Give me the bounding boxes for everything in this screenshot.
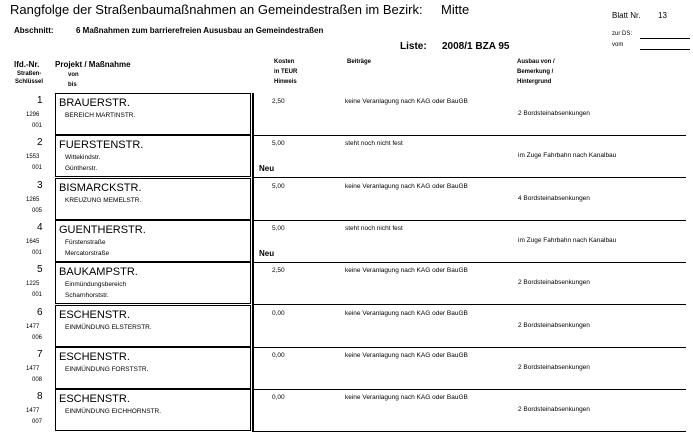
section-from: Einmündungsbereich — [65, 281, 127, 289]
remark-text: im Zuge Fahrbahn nach Kanalbau — [518, 152, 617, 160]
sheet-number: 13 — [658, 11, 667, 20]
street-name: ESCHENSTR. — [59, 350, 130, 363]
cost-value: 5,00 — [272, 140, 285, 148]
street-key-1: 1645 — [26, 238, 40, 245]
box-right-border — [252, 305, 254, 348]
box-right-border — [252, 347, 254, 390]
section-text: 6 Maßnahmen zum barrierefreien Aususbau an Gemeindestraßen — [76, 26, 324, 35]
zur-ds-line — [640, 38, 690, 39]
cost-value: 0,00 — [272, 351, 285, 359]
contribution-text: keine Veranlagung nach KAG oder BauGB — [345, 267, 468, 275]
col-strassen: Straßen- — [17, 71, 42, 77]
cost-value: 2,50 — [272, 267, 285, 275]
street-key-2: 008 — [32, 376, 43, 383]
row-number: 4 — [37, 221, 43, 233]
sheet-label: Blatt Nr. — [612, 11, 641, 20]
street-key-1: 1553 — [26, 154, 40, 161]
cost-value: 5,00 — [272, 182, 285, 190]
street-key-2: 007 — [32, 419, 43, 426]
new-flag: Neu — [259, 164, 275, 174]
street-name: BAUKAMPSTR. — [59, 266, 138, 279]
cost-value: 0,00 — [272, 309, 285, 317]
table-row-8 — [0, 389, 693, 431]
row-number: 8 — [37, 391, 43, 403]
section-label: Abschnitt: — [14, 26, 54, 35]
street-name: ESCHENSTR. — [59, 393, 130, 406]
row-number: 2 — [37, 137, 43, 149]
street-key-2: 001 — [32, 292, 43, 299]
col-bemerkung: Bemerkung / — [517, 69, 554, 75]
vom-label: vom — [612, 42, 624, 48]
street-name: BISMARCKSTR. — [59, 181, 142, 194]
section-from: KREUZUNG MEMELSTR. — [65, 196, 142, 204]
list-value: 2008/1 BZA 95 — [442, 41, 510, 52]
row-number: 1 — [37, 95, 43, 106]
col-beitraege: Beiträge — [347, 59, 372, 65]
contribution-text: keine Veranlagung nach KAG oder BauGB — [345, 394, 468, 402]
row-number: 3 — [37, 179, 43, 191]
remark-text: 2 Bordsteinabsenkungen — [518, 110, 590, 117]
street-key-2: 001 — [32, 123, 43, 129]
contribution-text: steht noch nicht fest — [345, 224, 403, 232]
cost-value: 5,00 — [272, 224, 285, 232]
street-key-1: 1225 — [26, 281, 40, 288]
col-schluessel: Schlüssel — [15, 79, 44, 85]
row-divider — [252, 431, 686, 432]
row-number: 7 — [37, 348, 43, 360]
street-key-2: 001 — [32, 165, 43, 172]
table-row-6 — [0, 305, 693, 347]
section-from: BEREICH MARTINSTR. — [65, 112, 136, 119]
row-number: 6 — [37, 306, 43, 318]
remark-text: 2 Bordsteinabsenkungen — [518, 406, 590, 414]
col-hinweis: Hinweis — [274, 79, 297, 85]
col-von: von — [68, 72, 79, 78]
street-name: GUENTHERSTR. — [59, 223, 146, 236]
table-row-3 — [0, 178, 693, 220]
street-key-1: 1296 — [26, 112, 40, 118]
street-key-1: 1477 — [26, 365, 40, 372]
table-row-1 — [0, 93, 693, 135]
section-from: EINMÜNDUNG FORSTSTR. — [65, 365, 149, 373]
col-projekt: Projekt / Maßnahme — [55, 60, 131, 69]
row-number: 5 — [37, 264, 43, 276]
district-name: Mitte — [441, 2, 470, 17]
remark-text: 2 Bordsteinabsenkungen — [518, 279, 590, 287]
col-bis: bis — [68, 82, 77, 88]
cost-value: 0,00 — [272, 394, 285, 402]
section-to: Scharnhorststr. — [65, 292, 109, 300]
box-right-border — [252, 135, 254, 178]
contribution-text: keine Veranlagung nach KAG oder BauGB — [345, 309, 468, 317]
section-from: Fürstenstraße — [65, 238, 106, 246]
table-row-2 — [0, 135, 693, 177]
street-name: ESCHENSTR. — [59, 308, 130, 321]
remark-text: 4 Bordsteinabsenkungen — [518, 194, 590, 202]
col-kosten: Kosten — [274, 59, 295, 65]
new-flag: Neu — [259, 248, 275, 258]
remark-text: 2 Bordsteinabsenkungen — [518, 363, 590, 371]
section-to: Güntherstr. — [65, 165, 98, 173]
table-row-7 — [0, 347, 693, 389]
box-right-border — [252, 262, 254, 305]
street-key-1: 1477 — [26, 323, 40, 330]
cost-value: 2,50 — [272, 98, 285, 105]
section-to: Mercatorstraße — [65, 249, 110, 257]
remark-text: im Zuge Fahrbahn nach Kanalbau — [518, 236, 617, 244]
box-right-border — [252, 93, 254, 136]
col-ausbau: Ausbau von / — [517, 59, 555, 65]
street-key-2: 001 — [32, 249, 43, 256]
col-in-teur: in TEUR — [274, 69, 298, 75]
street-name: BRAUERSTR. — [59, 97, 130, 109]
box-right-border — [252, 220, 254, 263]
vom-line — [640, 49, 690, 50]
contribution-text: keine Veranlagung nach KAG oder BauGB — [345, 98, 468, 105]
box-right-border — [252, 389, 254, 432]
col-hintergrund: Hintergrund — [517, 79, 552, 85]
box-right-border — [252, 178, 254, 221]
list-label: Liste: — [400, 41, 427, 52]
street-key-2: 005 — [32, 207, 43, 214]
section-from: EINMÜNDUNG ELSTERSTR. — [65, 323, 152, 331]
street-name: FUERSTENSTR. — [59, 139, 144, 152]
contribution-text: keine Veranlagung nach KAG oder BauGB — [345, 182, 468, 190]
table-row-4 — [0, 220, 693, 262]
contribution-text: keine Veranlagung nach KAG oder BauGB — [345, 351, 468, 359]
zur-ds-label: zur DS: — [612, 31, 633, 37]
street-key-2: 006 — [32, 334, 43, 341]
section-from: EINMÜNDUNG EICHHORNSTR. — [65, 408, 162, 416]
remark-text: 2 Bordsteinabsenkungen — [518, 321, 590, 329]
street-key-1: 1477 — [26, 408, 40, 415]
col-lfd-nr: lfd.-Nr. — [14, 60, 40, 69]
contribution-text: steht noch nicht fest — [345, 140, 403, 148]
section-from: Wittekindstr. — [65, 154, 101, 162]
street-key-1: 1265 — [26, 196, 40, 203]
page-title: Rangfolge der Straßenbaumaßnahmen an Gemeindestraßen im Bezirk: — [10, 2, 423, 17]
table-row-5 — [0, 262, 693, 304]
